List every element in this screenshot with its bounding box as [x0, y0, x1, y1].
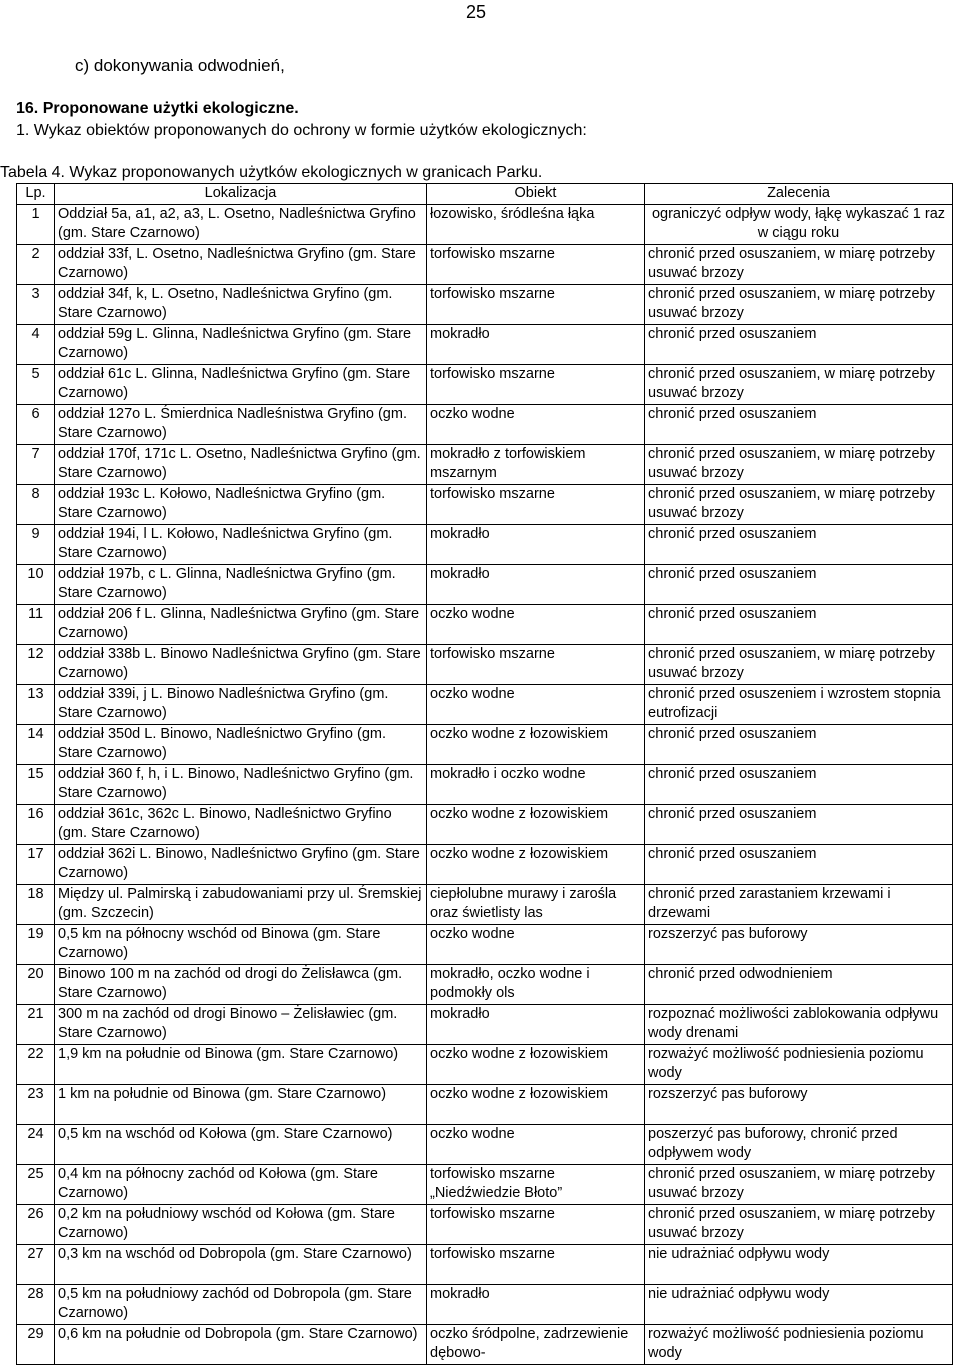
table-row: [17, 1044, 953, 1084]
cell-lp: 14: [17, 724, 55, 764]
cell-object: torfowisko mszarne: [427, 244, 645, 284]
cell-location: oddział 194i, l L. Kołowo, Nadleśnictwa Gryfino (gm. Stare Czarnowo): [55, 524, 427, 564]
page-number: 25: [466, 2, 487, 22]
cell-recommendation: chronić przed osuszaniem, w miarę potrzeby usuwać brzozy: [645, 284, 953, 324]
cell-object: oczko wodne: [427, 1124, 645, 1164]
cell-recommendation: chronić przed osuszaniem, w miarę potrzeby usuwać brzozy: [645, 244, 953, 284]
cell-location: oddział 59g L. Glinna, Nadleśnictwa Gryfino (gm. Stare Czarnowo): [55, 324, 427, 364]
cell-recommendation: chronić przed osuszaniem, w miarę potrzeby usuwać brzozy: [645, 444, 953, 484]
cell-object: oczko wodne: [427, 404, 645, 444]
cell-object: mokradło: [427, 324, 645, 364]
cell-object: mokradło: [427, 564, 645, 604]
cell-lp: 26: [17, 1204, 55, 1244]
cell-recommendation: chronić przed osuszaniem: [645, 604, 953, 644]
cell-recommendation: chronić przed osuszaniem, w miarę potrzeby usuwać brzozy: [645, 484, 953, 524]
cell-lp: 25: [17, 1164, 55, 1204]
cell-object: ciepłolubne murawy i zarośla oraz świetlisty las: [427, 884, 645, 924]
header-lp: Lp.: [17, 184, 55, 205]
cell-object: oczko wodne z łozowiskiem: [427, 1044, 645, 1084]
cell-lp: 10: [17, 564, 55, 604]
cell-location: oddział 360 f, h, i L. Binowo, Nadleśnictwo Gryfino (gm. Stare Czarnowo): [55, 764, 427, 804]
cell-recommendation: chronić przed osuszaniem: [645, 524, 953, 564]
cell-recommendation: rozważyć możliwość podniesienia poziomu wody: [645, 1044, 953, 1084]
cell-recommendation: chronić przed odwodnieniem: [645, 964, 953, 1004]
cell-location: 0,3 km na wschód od Dobropola (gm. Stare Czarnowo): [55, 1244, 427, 1284]
cell-lp: 3: [17, 284, 55, 324]
cell-object: oczko wodne z łozowiskiem: [427, 1084, 645, 1124]
cell-object: oczko wodne: [427, 924, 645, 964]
cell-lp: 16: [17, 804, 55, 844]
cell-recommendation: rozpoznać możliwości zablokowania odpływu wody drenami: [645, 1004, 953, 1044]
cell-recommendation: rozszerzyć pas buforowy: [645, 924, 953, 964]
cell-recommendation: chronić przed osuszaniem, w miarę potrzeby usuwać brzozy: [645, 644, 953, 684]
cell-recommendation: chronić przed osuszaniem: [645, 564, 953, 604]
table-row: [17, 1164, 953, 1204]
cell-location: Oddział 5a, a1, a2, a3, L. Osetno, Nadleśnictwa Gryfino (gm. Stare Czarnowo): [55, 204, 427, 244]
table-row: [17, 1284, 953, 1324]
cell-location: oddział 170f, 171c L. Osetno, Nadleśnictwa Gryfino (gm. Stare Czarnowo): [55, 444, 427, 484]
cell-lp: 4: [17, 324, 55, 364]
cell-location: oddział 350d L. Binowo, Nadleśnictwo Gryfino (gm. Stare Czarnowo): [55, 724, 427, 764]
cell-recommendation: chronić przed osuszaniem: [645, 724, 953, 764]
cell-location: 1,9 km na południe od Binowa (gm. Stare Czarnowo): [55, 1044, 427, 1084]
cell-recommendation: nie udrażniać odpływu wody: [645, 1244, 953, 1284]
cell-object: torfowisko mszarne: [427, 284, 645, 324]
header-object: Obiekt: [427, 184, 645, 205]
table-row: [17, 844, 953, 884]
cell-lp: 13: [17, 684, 55, 724]
table-row: [17, 724, 953, 764]
cell-object: torfowisko mszarne: [427, 644, 645, 684]
cell-object: oczko wodne: [427, 684, 645, 724]
cell-recommendation: rozszerzyć pas buforowy: [645, 1084, 953, 1124]
table-body: [17, 204, 953, 1364]
cell-location: Binowo 100 m na zachód od drogi do Żelisławca (gm. Stare Czarnowo): [55, 964, 427, 1004]
cell-object: mokradło, oczko wodne i podmokły ols: [427, 964, 645, 1004]
cell-recommendation: chronić przed osuszaniem: [645, 404, 953, 444]
cell-location: oddział 362i L. Binowo, Nadleśnictwo Gryfino (gm. Stare Czarnowo): [55, 844, 427, 884]
cell-lp: 27: [17, 1244, 55, 1284]
cell-location: oddział 197b, c L. Glinna, Nadleśnictwa Gryfino (gm. Stare Czarnowo): [55, 564, 427, 604]
cell-location: oddział 127o L. Śmierdnica Nadleśnistwa Gryfino (gm. Stare Czarnowo): [55, 404, 427, 444]
cell-recommendation: chronić przed osuszaniem: [645, 764, 953, 804]
table-row: [17, 1244, 953, 1284]
table-row: [17, 404, 953, 444]
list-item: 1. Wykaz obiektów proponowanych do ochrony w formie użytków ekologicznych:: [16, 122, 587, 139]
intro-line: c) dokonywania odwodnień,: [75, 56, 285, 75]
cell-location: oddział 193c L. Kołowo, Nadleśnictwa Gryfino (gm. Stare Czarnowo): [55, 484, 427, 524]
table-row: [17, 804, 953, 844]
cell-object: torfowisko mszarne „Niedźwiedzie Błoto”: [427, 1164, 645, 1204]
table-row: [17, 1004, 953, 1044]
cell-location: 300 m na zachód od drogi Binowo – Żelisławiec (gm. Stare Czarnowo): [55, 1004, 427, 1044]
table-row: [17, 444, 953, 484]
cell-recommendation: chronić przed osuszeniem i wzrostem stopnia eutrofizacji: [645, 684, 953, 724]
table-row: [17, 564, 953, 604]
cell-recommendation: chronić przed zarastaniem krzewami i drzewami: [645, 884, 953, 924]
cell-object: łozowisko, śródleśna łąka: [427, 204, 645, 244]
cell-object: torfowisko mszarne: [427, 1244, 645, 1284]
section-heading: 16. Proponowane użytki ekologiczne.: [16, 100, 299, 117]
cell-location: oddział 338b L. Binowo Nadleśnictwa Gryfino (gm. Stare Czarnowo): [55, 644, 427, 684]
table-row: [17, 524, 953, 564]
cell-lp: 20: [17, 964, 55, 1004]
table-row: [17, 1324, 953, 1364]
cell-object: mokradło: [427, 1284, 645, 1324]
cell-location: 0,5 km na południowy zachód od Dobropola (gm. Stare Czarnowo): [55, 1284, 427, 1324]
table-row: [17, 964, 953, 1004]
cell-location: oddział 339i, j L. Binowo Nadleśnictwa Gryfino (gm. Stare Czarnowo): [55, 684, 427, 724]
cell-lp: 9: [17, 524, 55, 564]
cell-object: mokradło: [427, 524, 645, 564]
cell-object: mokradło z torfowiskiem mszarnym: [427, 444, 645, 484]
cell-lp: 8: [17, 484, 55, 524]
cell-object: oczko wodne z łozowiskiem: [427, 724, 645, 764]
cell-location: 0,5 km na wschód od Kołowa (gm. Stare Czarnowo): [55, 1124, 427, 1164]
cell-lp: 11: [17, 604, 55, 644]
cell-object: oczko wodne z łozowiskiem: [427, 844, 645, 884]
table-row: [17, 204, 953, 244]
cell-location: 0,5 km na północny wschód od Binowa (gm. Stare Czarnowo): [55, 924, 427, 964]
cell-object: torfowisko mszarne: [427, 1204, 645, 1244]
cell-lp: 24: [17, 1124, 55, 1164]
cell-lp: 18: [17, 884, 55, 924]
cell-lp: 17: [17, 844, 55, 884]
cell-recommendation: chronić przed osuszaniem, w miarę potrzeby usuwać brzozy: [645, 1164, 953, 1204]
cell-location: oddział 34f, k, L. Osetno, Nadleśnictwa Gryfino (gm. Stare Czarnowo): [55, 284, 427, 324]
cell-location: oddział 61c L. Glinna, Nadleśnictwa Gryfino (gm. Stare Czarnowo): [55, 364, 427, 404]
table-row: [17, 484, 953, 524]
cell-recommendation: ograniczyć odpływ wody, łąkę wykaszać 1 raz w ciągu roku: [645, 204, 953, 244]
cell-lp: 6: [17, 404, 55, 444]
cell-lp: 23: [17, 1084, 55, 1124]
cell-lp: 22: [17, 1044, 55, 1084]
table-row: [17, 764, 953, 804]
cell-recommendation: poszerzyć pas buforowy, chronić przed odpływem wody: [645, 1124, 953, 1164]
cell-lp: 19: [17, 924, 55, 964]
cell-lp: 7: [17, 444, 55, 484]
table-row: [17, 1204, 953, 1244]
table-row: [17, 244, 953, 284]
table-header-row: [17, 184, 953, 205]
cell-object: torfowisko mszarne: [427, 364, 645, 404]
ecological-sites-table: [16, 183, 953, 1365]
cell-object: oczko wodne: [427, 604, 645, 644]
cell-location: 1 km na południe od Binowa (gm. Stare Czarnowo): [55, 1084, 427, 1124]
cell-object: mokradło i oczko wodne: [427, 764, 645, 804]
cell-location: 0,4 km na północny zachód od Kołowa (gm. Stare Czarnowo): [55, 1164, 427, 1204]
table-row: [17, 1124, 953, 1164]
cell-object: mokradło: [427, 1004, 645, 1044]
cell-recommendation: chronić przed osuszaniem, w miarę potrzeby usuwać brzozy: [645, 364, 953, 404]
cell-recommendation: chronić przed osuszaniem, w miarę potrzeby usuwać brzozy: [645, 1204, 953, 1244]
cell-lp: 15: [17, 764, 55, 804]
cell-recommendation: rozważyć możliwość podniesienia poziomu wody: [645, 1324, 953, 1364]
cell-recommendation: chronić przed osuszaniem: [645, 804, 953, 844]
table-row: [17, 1084, 953, 1124]
header-location: Lokalizacja: [55, 184, 427, 205]
header-recommendation: Zalecenia: [645, 184, 953, 205]
table-caption: Tabela 4. Wykaz proponowanych użytków ekologicznych w granicach Parku.: [0, 164, 543, 181]
table-row: [17, 884, 953, 924]
cell-object: torfowisko mszarne: [427, 484, 645, 524]
cell-location: Między ul. Palmirską i zabudowaniami przy ul. Śremskiej (gm. Szczecin): [55, 884, 427, 924]
table-row: [17, 604, 953, 644]
cell-object: oczko śródpolne, zadrzewienie dębowo-: [427, 1324, 645, 1364]
cell-location: oddział 33f, L. Osetno, Nadleśnictwa Gryfino (gm. Stare Czarnowo): [55, 244, 427, 284]
cell-lp: 1: [17, 204, 55, 244]
table-row: [17, 644, 953, 684]
cell-location: 0,6 km na południe od Dobropola (gm. Stare Czarnowo): [55, 1324, 427, 1364]
cell-location: oddział 361c, 362c L. Binowo, Nadleśnictwo Gryfino (gm. Stare Czarnowo): [55, 804, 427, 844]
cell-recommendation: chronić przed osuszaniem: [645, 844, 953, 884]
cell-location: oddział 206 f L. Glinna, Nadleśnictwa Gryfino (gm. Stare Czarnowo): [55, 604, 427, 644]
table-row: [17, 684, 953, 724]
cell-lp: 12: [17, 644, 55, 684]
cell-lp: 2: [17, 244, 55, 284]
cell-lp: 5: [17, 364, 55, 404]
cell-object: oczko wodne z łozowiskiem: [427, 804, 645, 844]
cell-lp: 29: [17, 1324, 55, 1364]
table-row: [17, 364, 953, 404]
table-row: [17, 924, 953, 964]
cell-lp: 28: [17, 1284, 55, 1324]
cell-recommendation: nie udrażniać odpływu wody: [645, 1284, 953, 1324]
table-row: [17, 284, 953, 324]
cell-location: 0,2 km na południowy wschód od Kołowa (gm. Stare Czarnowo): [55, 1204, 427, 1244]
cell-recommendation: chronić przed osuszaniem: [645, 324, 953, 364]
cell-lp: 21: [17, 1004, 55, 1044]
table-row: [17, 324, 953, 364]
